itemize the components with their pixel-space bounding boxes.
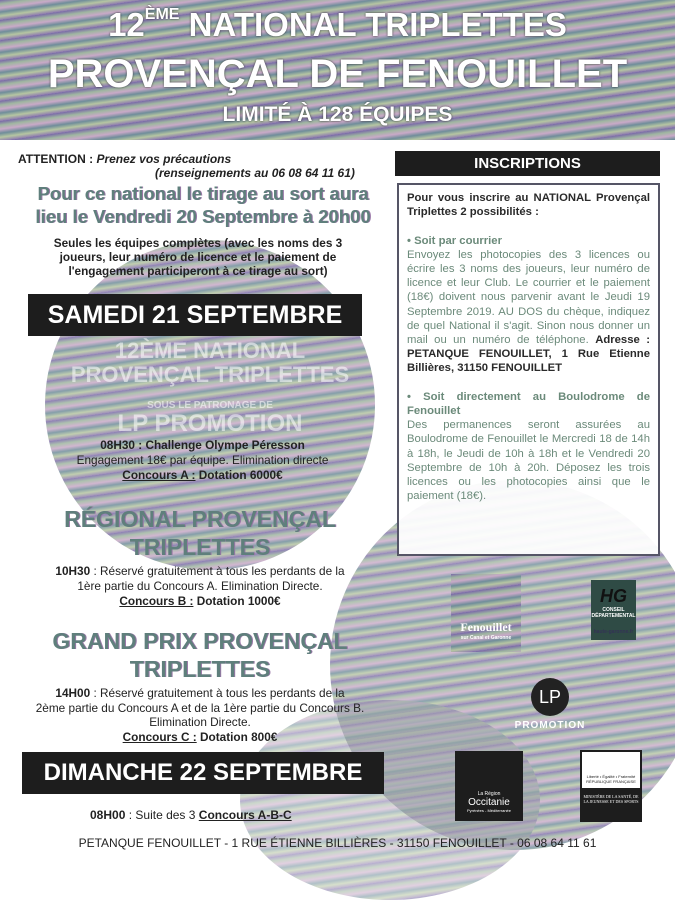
watermark-text: 12ÈME NATIONAL <box>114 338 306 363</box>
lp-promotion-text: PROMOTION <box>514 720 586 731</box>
title-line2: PROVENÇAL DE FENOUILLET <box>47 52 628 96</box>
watermark-text: PROVENÇAL TRIPLETTES <box>70 362 350 387</box>
watermark-text: SOUS LE PATRONAGE DE <box>147 400 273 411</box>
subtitle: LIMITÉ À 128 ÉQUIPES <box>222 103 453 126</box>
title-line1: 12ÈME NATIONAL TRIPLETTES <box>108 6 567 43</box>
regional-title: RÉGIONAL PROVENÇAL TRIPLETTES <box>64 506 336 560</box>
header-banner <box>0 0 675 140</box>
sunday-info: 08H00 : Suite des 3 Concours A-B-C <box>90 808 292 822</box>
attention-notice: ATTENTION : Prenez vos précautions (renseignements au 06 08 64 11 61) <box>18 152 355 180</box>
ministere-logo: Liberté • Égalité • Fraternité RÉPUBLIQUE FRANÇAISE MINISTÈRE DE LA SANTÉ, DE LA JEUNESSE ET DES SPORTS <box>580 750 642 822</box>
concours-a-info: 08H30 : Challenge Olympe Péresson Engagement 18€ par équipe. Elimination directe Concours A : Dotation 6000€ <box>76 438 329 482</box>
draw-announcement: Pour ce national le tirage au sort aura lieu le Vendredi 20 Septembre à 20h00 <box>35 183 371 227</box>
sunday-banner: DIMANCHE 22 SEPTEMBRE <box>22 752 384 794</box>
grandprix-title: GRAND PRIX PROVENÇAL TRIPLETTES <box>52 628 348 682</box>
footer-address: PETANQUE FENOUILLET - 1 RUE ÉTIENNE BILLIÈRES - 31150 FENOUILLET - 06 08 64 11 61 <box>78 836 597 850</box>
concours-c-info: 14H00 : Réservé gratuitement à tous les perdants de la 2ème partie du Concours A et de la 1ère partie du Concours B. Elimination Directe. Concours C : Dotation 800€ <box>35 686 365 744</box>
saturday-banner: SAMEDI 21 SEPTEMBRE <box>28 294 362 336</box>
occitanie-logo: La Région Occitanie Pyrénées - Méditerranée <box>455 751 523 821</box>
inscriptions-header: INSCRIPTIONS <box>395 151 660 176</box>
inscriptions-box: Pour vous inscrire au NATIONAL Provençal Triplettes 2 possibilités : • Soit par courrier Envoyez les photocopies des 3 licences ou écrire les 3 noms des joueurs, leur numéro de licence et leur Club. Le courrier et le paiement (18€) doivent nous parvenir avant le Jeudi 19 Septembre 2019. AU DOS du chèque, indiquez de quel National il s'agit. Sinon nous donner un mail ou un numéro de téléphone. Adresse : PETANQUE FENOUILLET, 1 Rue Etienne Billières, 31150 FENOUILLET • Soit directement au Boulodrome de Fenouillet Des permanences seront assurées au Boulodrome de Fenouillet le Mercredi 18 de 14h à 18h, le Jeudi de 10h à 18h et le Vendredi 20 Septembre de 10h à 20h. Déposez les trois licences ou les photocopies ainsi que le paiement (18€). <box>397 183 660 556</box>
lp-promotion-logo: LP <box>531 678 569 716</box>
draw-note: Seules les équipes complètes (avec les noms des 3 joueurs, leur numéro de licence et le paiement de l'engagement participeront à ce tirage au sort) <box>53 236 343 278</box>
watermark-text: LP PROMOTION <box>117 410 303 437</box>
concours-b-info: 10H30 : Réservé gratuitement à tous les perdants de la 1ère partie du Concours A. Elimination Directe. Concours B : Dotation 1000€ <box>55 564 345 608</box>
haute-garonne-logo: HG CONSEIL DÉPARTEMENTAL haute-garonne.fr <box>591 580 636 640</box>
fenouillet-logo: Fenouillet sur Canal et Garonne <box>451 574 521 652</box>
